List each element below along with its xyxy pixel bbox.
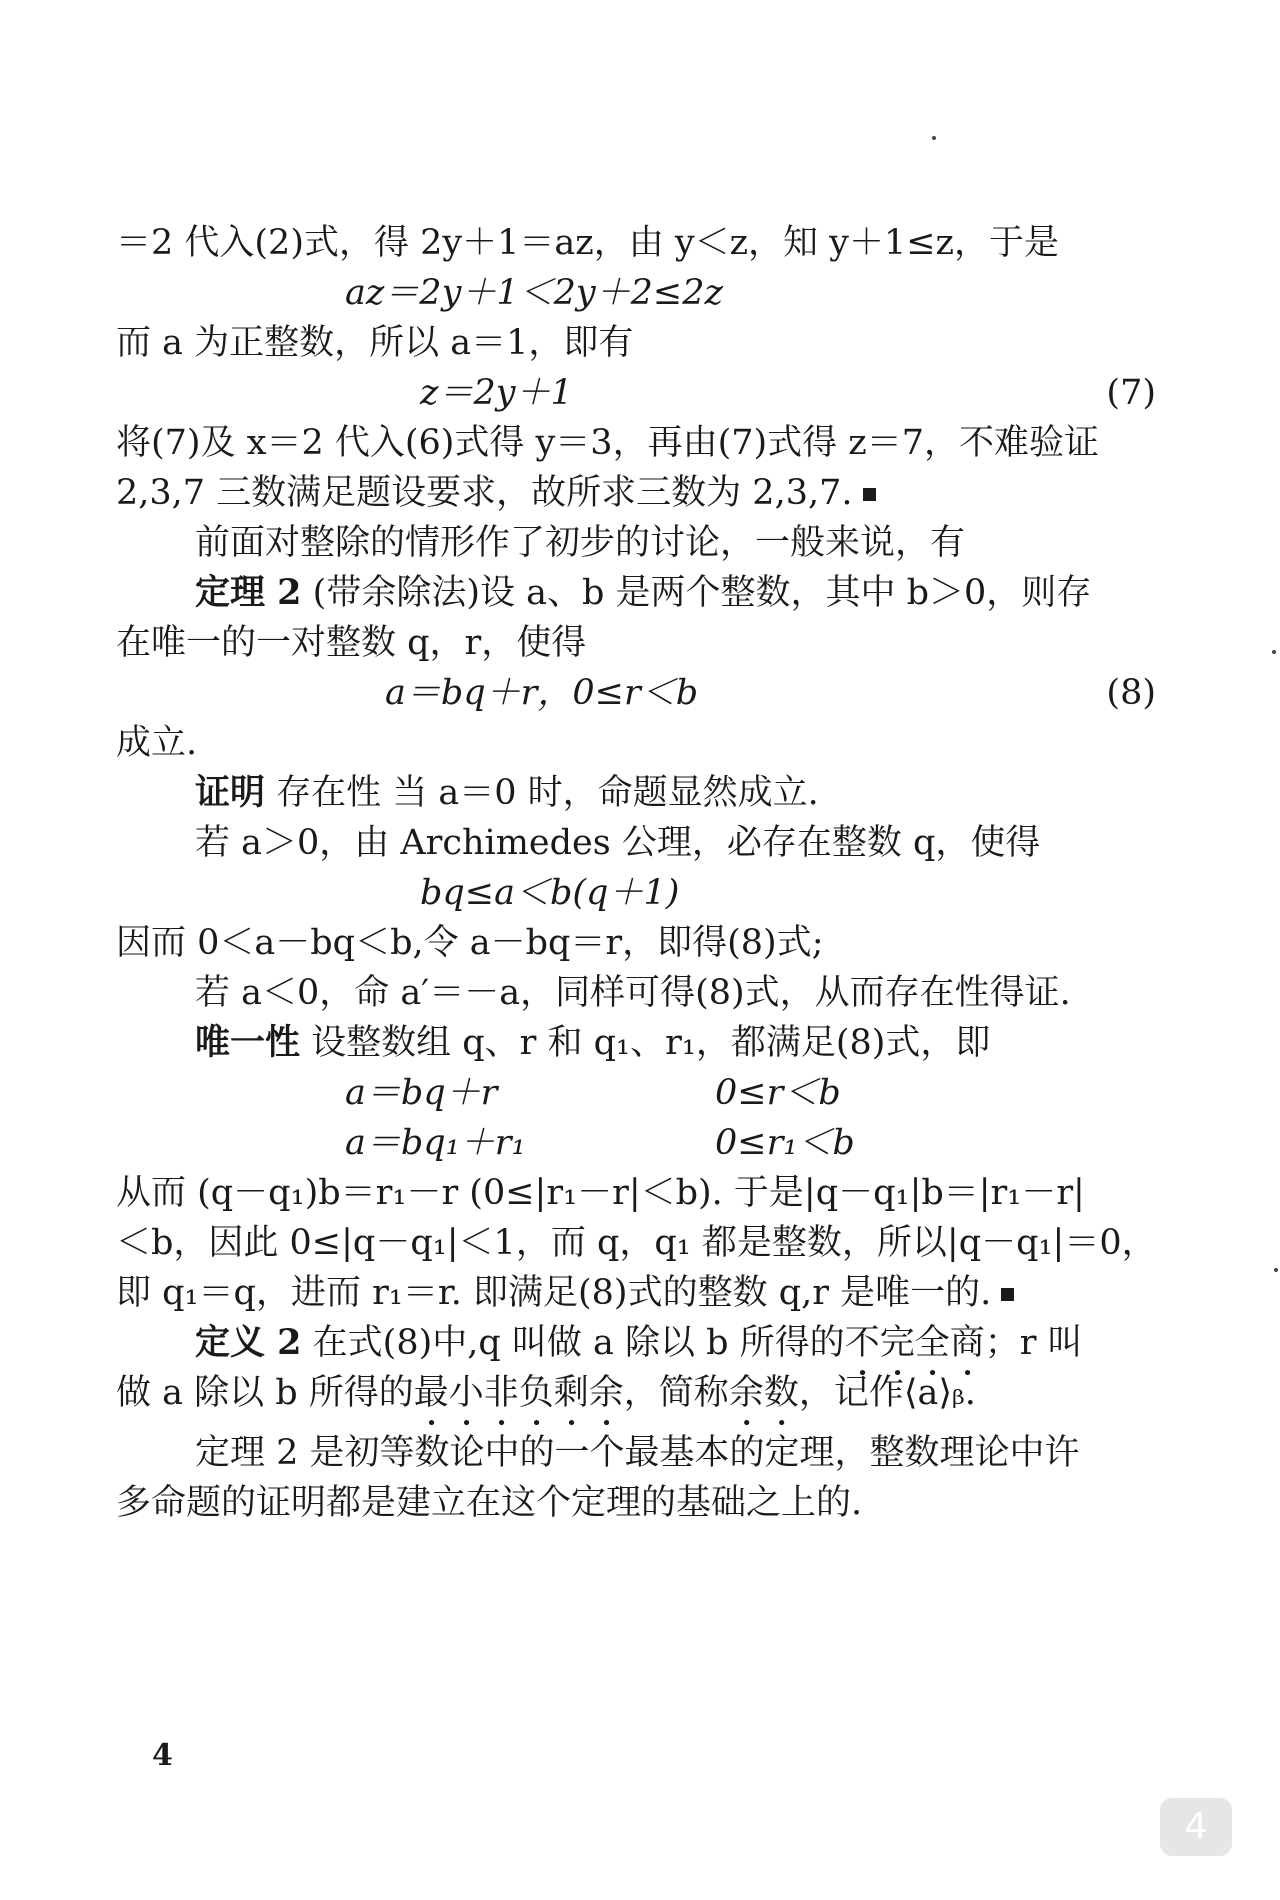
formula-line: az＝2y＋1＜2y＋2≤2z bbox=[345, 273, 723, 313]
formula-row bbox=[345, 1068, 1156, 1118]
text: 即 q₁＝q，进而 r₁＝r. 即满足(8)式的整数 q,r 是唯一的. bbox=[116, 1273, 992, 1313]
subheading: 存在性 bbox=[265, 773, 382, 813]
proof-label: 证明 bbox=[195, 772, 266, 813]
uniqueness-heading bbox=[195, 1018, 1235, 1068]
text: (带余除法)设 a、b 是两个整数，其中 b＞0，则存 bbox=[301, 573, 1092, 613]
text-line bbox=[116, 1268, 1156, 1318]
formula: 0≤r₁＜b bbox=[715, 1123, 855, 1163]
formula-line: bq≤a＜b(q＋1) bbox=[420, 873, 680, 913]
qed-mark bbox=[1001, 1288, 1014, 1301]
text-line bbox=[116, 468, 1156, 518]
theorem-label: 定理 2 bbox=[195, 572, 302, 613]
emphasized-term: 不完全商 bbox=[844, 1323, 985, 1363]
formula-row bbox=[345, 1118, 1156, 1168]
equation-number: (7) bbox=[1106, 373, 1156, 413]
theorem-heading bbox=[195, 568, 1235, 618]
formula-line-7 bbox=[420, 368, 1156, 418]
text-line: 而 a 为正整数，所以 a＝1，即有 bbox=[116, 323, 634, 363]
formula: a＝bq＋r bbox=[345, 1073, 498, 1113]
definition-label: 定义 2 bbox=[195, 1322, 302, 1363]
uniqueness-label: 唯一性 bbox=[195, 1022, 301, 1063]
text-line bbox=[116, 1368, 1156, 1434]
page-indicator-badge: 4 bbox=[1160, 1798, 1232, 1856]
text: ，简称 bbox=[623, 1373, 729, 1413]
text-line: 若 a＞0，由 Archimedes 公理，必存在整数 q，使得 bbox=[195, 823, 1041, 863]
text-line: 从而 (q－q₁)b＝r₁－r (0≤|r₁－r|＜b). 于是|q－q₁|b＝|r₁－r| bbox=[116, 1173, 1085, 1213]
formula: z＝2y＋1 bbox=[420, 373, 573, 413]
text-line: 成立. bbox=[116, 723, 198, 763]
text: 2,3,7 三数满足题设要求，故所求三数为 2,3,7. bbox=[116, 473, 853, 513]
formula-line-8 bbox=[385, 668, 1156, 718]
text: 当 a＝0 时，命题显然成立. bbox=[381, 773, 819, 813]
proof-heading bbox=[195, 768, 1235, 818]
text: 在式(8)中,q 叫做 a 除以 b 所得的 bbox=[301, 1323, 845, 1363]
scan-speck bbox=[1274, 1268, 1278, 1272]
text: ，记作⟨a⟩ᵦ. bbox=[798, 1373, 976, 1413]
text-line: ＜b，因此 0≤|q－q₁|＜1，而 q，q₁ 都是整数，所以|q－q₁|＝0， bbox=[116, 1223, 1157, 1263]
text-line: ＝2 代入(2)式，得 2y＋1＝az，由 y＜z，知 y＋1≤z，于是 bbox=[116, 223, 1059, 263]
scan-speck bbox=[932, 136, 936, 140]
text-line: 将(7)及 x＝2 代入(6)式得 y＝3，再由(7)式得 z＝7，不难验证 bbox=[116, 423, 1099, 463]
formula: a＝bq＋r，0≤r＜b bbox=[385, 673, 699, 713]
page-number: 4 bbox=[152, 1738, 173, 1773]
text: 做 a 除以 b 所得的 bbox=[116, 1373, 414, 1413]
text: ；r 叫 bbox=[984, 1323, 1083, 1363]
text: 设整数组 q、r 和 q₁、r₁，都满足(8)式，即 bbox=[300, 1023, 991, 1063]
formula: a＝bq₁＋r₁ bbox=[345, 1123, 526, 1163]
emphasized-term: 最小非负剩余 bbox=[413, 1373, 624, 1413]
text-line: 若 a＜0，命 a′＝－a，同样可得(8)式，从而存在性得证. bbox=[195, 973, 1071, 1013]
text-line: 前面对整除的情形作了初步的讨论，一般来说，有 bbox=[195, 523, 966, 563]
equation-number: (8) bbox=[1106, 673, 1156, 713]
text-line: 多命题的证明都是建立在这个定理的基础之上的. bbox=[116, 1483, 863, 1523]
scan-speck bbox=[1272, 650, 1276, 654]
text-line: 在唯一的一对整数 q，r，使得 bbox=[116, 623, 587, 663]
text-line: 定理 2 是初等数论中的一个最基本的定理，整数理论中许 bbox=[195, 1433, 1080, 1473]
text-line: 因而 0＜a－bq＜b,令 a－bq＝r，即得(8)式; bbox=[116, 923, 824, 963]
formula: 0≤r＜b bbox=[715, 1073, 841, 1113]
qed-mark bbox=[863, 488, 876, 501]
emphasized-term: 余数 bbox=[728, 1373, 799, 1413]
